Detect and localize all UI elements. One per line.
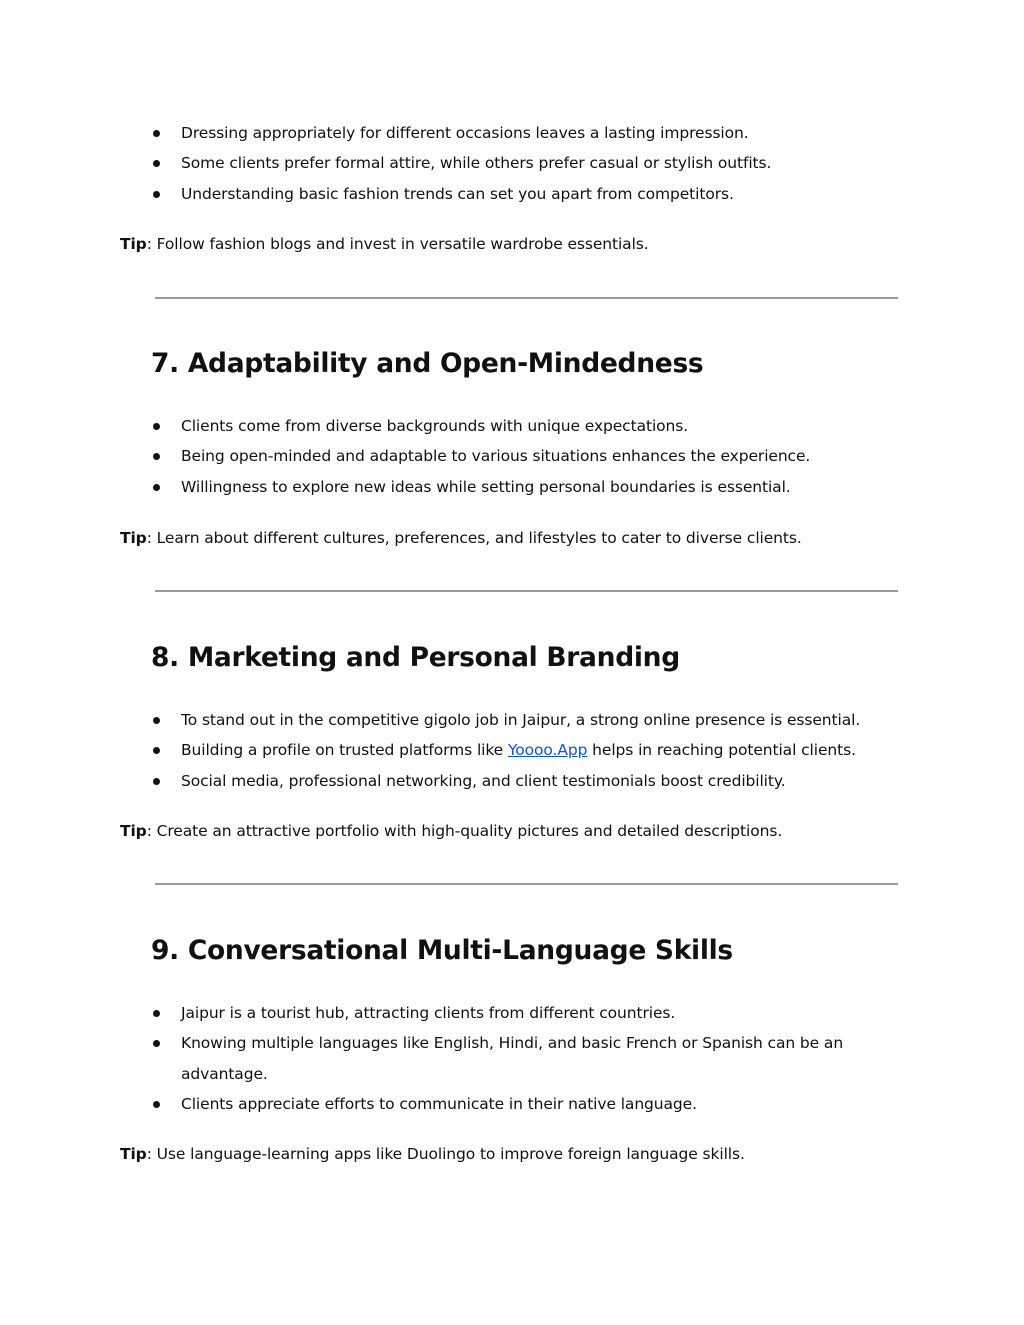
section-divider: [155, 297, 898, 299]
section-divider: [155, 883, 898, 885]
tip-text: : Learn about different cultures, preferences, and lifestyles to cater to diverse clients.: [146, 529, 802, 547]
list-item-text: To stand out in the competitive gigolo job in Jaipur, a strong online presence is essential.: [181, 711, 861, 729]
tip-label: Tip: [120, 235, 147, 253]
bullet-icon: [153, 130, 160, 137]
bullet-icon: [153, 160, 160, 167]
bullet-icon: [153, 191, 160, 198]
bullet-icon: [153, 747, 160, 754]
bullet-icon: [153, 1101, 160, 1108]
list-item: [151, 766, 871, 796]
list-item-text: Jaipur is a tourist hub, attracting clients from different countries.: [181, 1004, 676, 1022]
section-heading: 7. Adaptability and Open-Mindedness: [151, 348, 704, 379]
tip-paragraph: [120, 526, 940, 550]
section-heading: 8. Marketing and Personal Branding: [151, 642, 680, 673]
list-item-text: Clients appreciate efforts to communicate in their native language.: [181, 1095, 697, 1114]
list-item: [151, 441, 871, 471]
bullet-icon: [153, 1040, 160, 1047]
list-item: [151, 118, 871, 148]
list-item-text: Clients come from diverse backgrounds with unique expectations.: [181, 417, 689, 435]
list-item-text: Willingness to explore new ideas while setting personal boundaries is essential.: [181, 477, 791, 496]
bullet-icon: [153, 778, 160, 785]
list-item: [151, 998, 871, 1028]
list-item: [151, 1089, 871, 1119]
intro-bullet-list: [151, 118, 871, 209]
tip-label: Tip: [120, 529, 147, 547]
bullet-icon: [153, 484, 160, 491]
list-item: [151, 179, 871, 209]
list-item-text: Being open-minded and adaptable to various situations enhances the experience.: [181, 447, 811, 466]
yoooo-app-link[interactable]: Yoooo.App: [507, 741, 588, 760]
list-item: [151, 472, 871, 502]
tip-label: Tip: [120, 822, 147, 840]
tip-paragraph: [120, 1142, 940, 1166]
list-item-text: Social media, professional networking, and client testimonials boost credibility.: [181, 771, 786, 790]
list-item-text: Some clients prefer formal attire, while others prefer casual or stylish outfits.: [181, 154, 772, 173]
list-item-text: Understanding basic fashion trends can set you apart from competitors.: [181, 184, 734, 203]
bullet-icon: [153, 1010, 160, 1017]
list-item-text-after: helps in reaching potential clients.: [587, 741, 856, 760]
tip-text: : Use language-learning apps like Duolingo to improve foreign language skills.: [146, 1145, 745, 1163]
section-bullet-list: [151, 998, 871, 1120]
list-item: [151, 705, 871, 735]
list-item: [151, 1028, 871, 1089]
tip-paragraph: [120, 232, 940, 256]
list-item: [151, 411, 871, 441]
bullet-icon: [153, 453, 160, 460]
tip-label: Tip: [120, 1145, 147, 1163]
list-item-text: Knowing multiple languages like English, Hindi, and basic French or Spanish can be an advantage.: [181, 1034, 844, 1083]
list-item: [151, 735, 871, 765]
section-bullet-list: [151, 411, 871, 502]
tip-paragraph: [120, 819, 940, 843]
list-item-text: Dressing appropriately for different occasions leaves a lasting impression.: [181, 124, 749, 142]
section-bullet-list: [151, 705, 871, 796]
bullet-icon: [153, 717, 160, 724]
tip-text: : Create an attractive portfolio with high-quality pictures and detailed descriptions.: [146, 822, 783, 840]
list-item-text-before: Building a profile on trusted platforms like: [181, 741, 508, 760]
bullet-icon: [153, 423, 160, 430]
tip-text: : Follow fashion blogs and invest in versatile wardrobe essentials.: [146, 235, 649, 253]
list-item: [151, 148, 871, 178]
section-divider: [155, 590, 898, 592]
section-heading: 9. Conversational Multi-Language Skills: [151, 935, 733, 966]
